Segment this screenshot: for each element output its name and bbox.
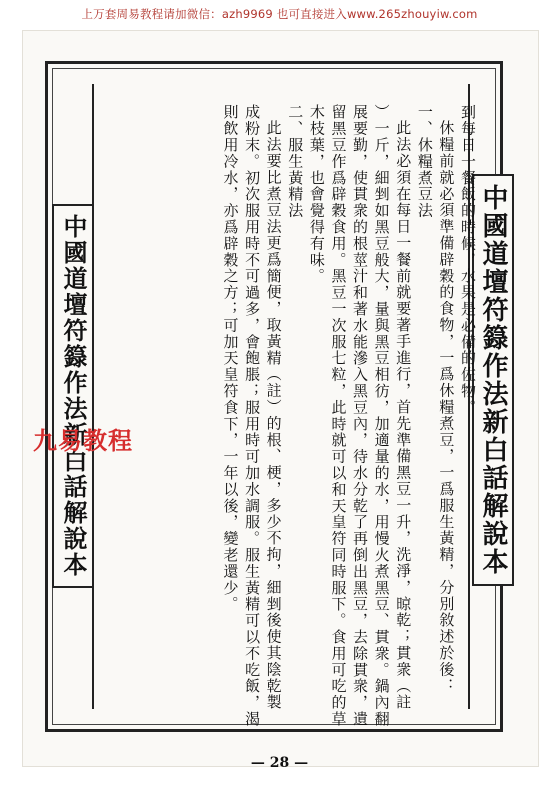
section-heading: 一、休糧煮豆法 [415, 104, 434, 219]
left-title-band [50, 84, 94, 709]
text-column: 此法必須在每日一餐前就要著手進行，首先準備黑豆一升，洗淨，晾乾；貫衆（註 [394, 120, 413, 711]
text-column: 則飲用冷水，亦爲辟穀之方；可加天皇符食下，一年以後，變老還少。 [221, 104, 240, 613]
text-column: 此法要比煮豆法更爲簡便，取黃精（註）的根、梗，多少不拘，細剉後使其陰乾製 [264, 120, 283, 711]
header-banner: 上万套周易教程请加微信：azh9969 也可直接进入www.265zhouyiw.com [81, 7, 478, 21]
text-column: ）一斤，細剉如黑豆般大，量與黑豆相彷，加適量的水，用慢火煮黑豆、貫衆。鍋內翻 [372, 104, 391, 728]
text-column: 成粉末。初次服用時不可過多，會飽脹；服用時可加水調服。服生黃精可以不吃飯，渴 [243, 104, 262, 728]
text-column: 展要勤，使貫衆的根莖汁和著水能滲入黑豆內，待水分乾了再倒出黑豆，去除貫衆，遺 [351, 104, 370, 728]
text-column: 休糧前就必須準備辟穀的食物，一爲休糧煮豆，一爲服生黃精，分別敘述於後： [437, 120, 456, 694]
text-column: 木枝葉，也會覺得有味。 [307, 104, 326, 285]
book-title-right: 中國道壇符籙作法新白話解說本 [472, 174, 514, 586]
book-title-left: 中國道壇符籙作法新白話解說本 [52, 204, 94, 588]
text-column: 留黑豆作爲辟穀食用。黑豆一次服七粒，此時就可以和天皇符同時服下。食用可吃的草 [329, 104, 348, 728]
section-heading: 二、服生黃精法 [286, 104, 305, 219]
page-number: — 28 — [250, 755, 309, 771]
body-text [158, 104, 478, 744]
page-frame [45, 61, 508, 732]
text-column: 到每日一餐飯的時候，水果是必備的佐物。 [459, 104, 477, 416]
scanned-page [22, 30, 539, 767]
watermark-logo: 九易教程 [33, 427, 133, 455]
